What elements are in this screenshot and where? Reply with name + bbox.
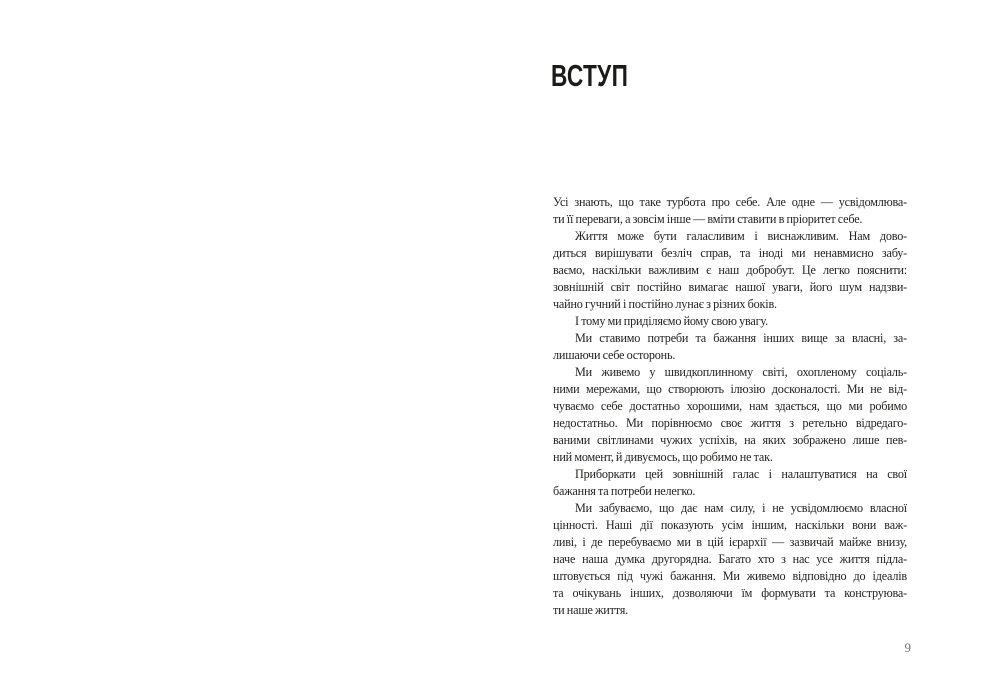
text-line: ваємо, наскільки важливим є наш добробут. Це легко пояснити: (553, 263, 907, 277)
chapter-title: ВСТУП (551, 58, 629, 93)
text-line: бажання та потреби нелегко. (553, 484, 696, 498)
text-line: ний момент, й дивуємось, що робимо не так. (553, 450, 773, 464)
text-line: наче наша думка другорядна. Багато хто з нас усе життя підла- (553, 552, 907, 566)
text-line: І тому ми приділяємо йому свою увагу. (575, 314, 768, 328)
text-line: Ми забуваємо, що дає нам силу, і не усвідомлюємо власної (575, 501, 907, 515)
text-line: ти її переваги, а зовсім інше — вміти ставити в пріоритет себе. (553, 212, 863, 226)
text-line: цінності. Наші дії показують усім іншим, наскільки вони важ- (553, 518, 907, 532)
text-line: Життя може бути галасливим і виснажливим. Нам дово- (575, 229, 907, 243)
text-line: Ми ставимо потреби та бажання інших вище за власні, за- (575, 331, 907, 345)
text-line: Приборкати цей зовнішній галас і налаштуватися на свої (575, 467, 907, 481)
text-line: чайно гучний і постійно лунає з різних боків. (553, 297, 777, 311)
page-number: 9 (904, 640, 911, 655)
text-line: недостатньо. Ми порівнюємо своє життя з ретельно відредаго- (553, 416, 907, 430)
text-line: ти наше життя. (553, 603, 628, 617)
text-line: та очікувань інших, дозволяючи їм формувати та конструюва- (553, 586, 907, 600)
text-line: диться вирішувати безліч справ, та іноді ми ненавмисно забу- (553, 246, 907, 260)
text-line: лишаючи себе осторонь. (553, 348, 676, 362)
body-text (553, 194, 907, 619)
text-line: ливі, і де перебуваємо ми в цій ієрархії — зазвичай майже внизу, (553, 535, 907, 549)
text-line: Ми живемо у швидкоплинному світі, охопленому соціаль- (575, 365, 907, 379)
text-line: штовується під чужі бажання. Ми живемо відповідно до ідеалів (553, 569, 907, 583)
text-line: ними мережами, що створюють ілюзію досконалості. Ми не від- (553, 382, 907, 396)
text-line: зовнішній світ постійно вимагає нашої уваги, його шум надзви- (553, 280, 907, 294)
text-line: чуваємо себе достатньо хорошими, нам здається, що ми робимо (553, 399, 907, 413)
text-line: ваними світлинами чужих успіхів, на яких зображено лише пев- (553, 433, 907, 447)
text-line: Усі знають, що таке турбота про себе. Але одне — усвідомлюва- (553, 195, 907, 209)
